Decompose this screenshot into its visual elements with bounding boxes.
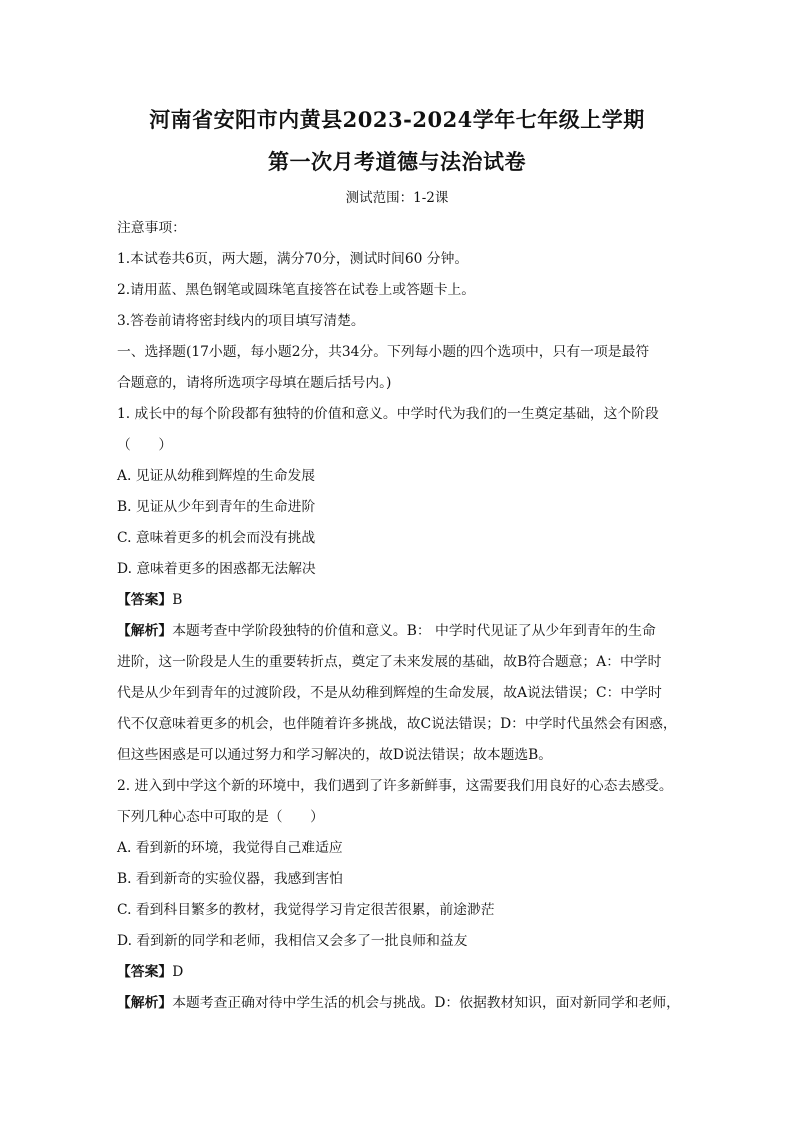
question-1-option-d: D. 意味着更多的困惑都无法解决 (117, 561, 316, 577)
question-1-analysis: 代是从少年到青年的过渡阶段，不是从幼稚到辉煌的生命发展，故A说法错误；C：中学时 (117, 685, 662, 701)
question-1-answer (117, 585, 689, 616)
question-2-analysis (117, 988, 689, 1019)
question-2-option-b: B. 看到新奇的实验仪器，我感到害怕 (117, 871, 343, 887)
question-2-option-d: D. 看到新的同学和老师，我相信又会多了一批良师和益友 (117, 933, 468, 949)
analysis-text: 本题考查中学阶段独特的价值和意义。B： 中学时代见证了从少年到青年的生命 (172, 623, 656, 639)
analysis-label: 【解析】 (117, 623, 173, 639)
section-intro: 一、选择题(17小题，每小题2分，共34分。下列每小题的四个选项中，只有一项是最符 (117, 344, 650, 360)
answer-value: D (172, 964, 184, 980)
question-2-stem: 下列几种心态中可取的是（ ） (117, 809, 324, 825)
note-item: 1.本试卷共6页，两大题，满分70分，测试时间60 分钟。 (117, 251, 469, 267)
analysis-label: 【解析】 (117, 995, 173, 1011)
question-1-option-b: B. 见证从少年到青年的生命进阶 (117, 499, 316, 515)
question-1-option-c: C. 意味着更多的机会而没有挑战 (117, 530, 316, 546)
question-1-analysis: 进阶，这一阶段是人生的重要转折点，奠定了未来发展的基础，故B符合题意；A：中学时 (117, 654, 662, 670)
note-item: 3.答卷前请将密封线内的项目填写清楚。 (117, 313, 365, 329)
question-1-stem: 1. 成长中的每个阶段都有独特的价值和意义。中学时代为我们的一生奠定基础，这个阶段 (117, 406, 659, 422)
question-2-option-a: A. 看到新的环境，我觉得自己难适应 (117, 840, 343, 856)
analysis-text: 本题考查正确对待中学生活的机会与挑战。D：依据教材知识，面对新同学和老师， (172, 995, 680, 1011)
question-1-stem: （ ） (117, 437, 173, 453)
question-1-analysis (117, 616, 689, 647)
answer-label: 【答案】 (117, 964, 173, 980)
question-1-analysis: 代不仅意味着更多的机会，也伴随着许多挑战，故C说法错误；D：中学时代虽然会有困惑， (117, 716, 677, 732)
section-intro: 合题意的，请将所选项字母填在题后括号内。) (117, 375, 392, 391)
answer-label: 【答案】 (117, 592, 173, 608)
question-2-stem: 2. 进入到中学这个新的环境中，我们遇到了许多新鲜事，这需要我们用良好的心态去感受。 (117, 778, 673, 794)
title-line-1: 河南省安阳市内黄县2023-2024学年七年级上学期 (149, 107, 645, 132)
question-1-option-a: A. 见证从幼稚到辉煌的生命发展 (117, 468, 316, 484)
note-item: 2.请用蓝、黑色钢笔或圆珠笔直接答在试卷上或答题卡上。 (117, 282, 476, 298)
notes-heading: 注意事项： (117, 220, 186, 236)
title-line-2: 第一次月考道德与法治试卷 (268, 149, 526, 174)
test-scope: 测试范围：1-2课 (345, 190, 449, 206)
question-1-analysis: 但这些困惑是可以通过努力和学习解决的，故D说法错误；故本题选B。 (117, 747, 553, 763)
question-2-answer (117, 957, 689, 988)
answer-value: B (172, 592, 183, 608)
exam-body (117, 213, 689, 1019)
question-2-option-c: C. 看到科目繁多的教材，我觉得学习肯定很苦很累，前途渺茫 (117, 902, 495, 918)
